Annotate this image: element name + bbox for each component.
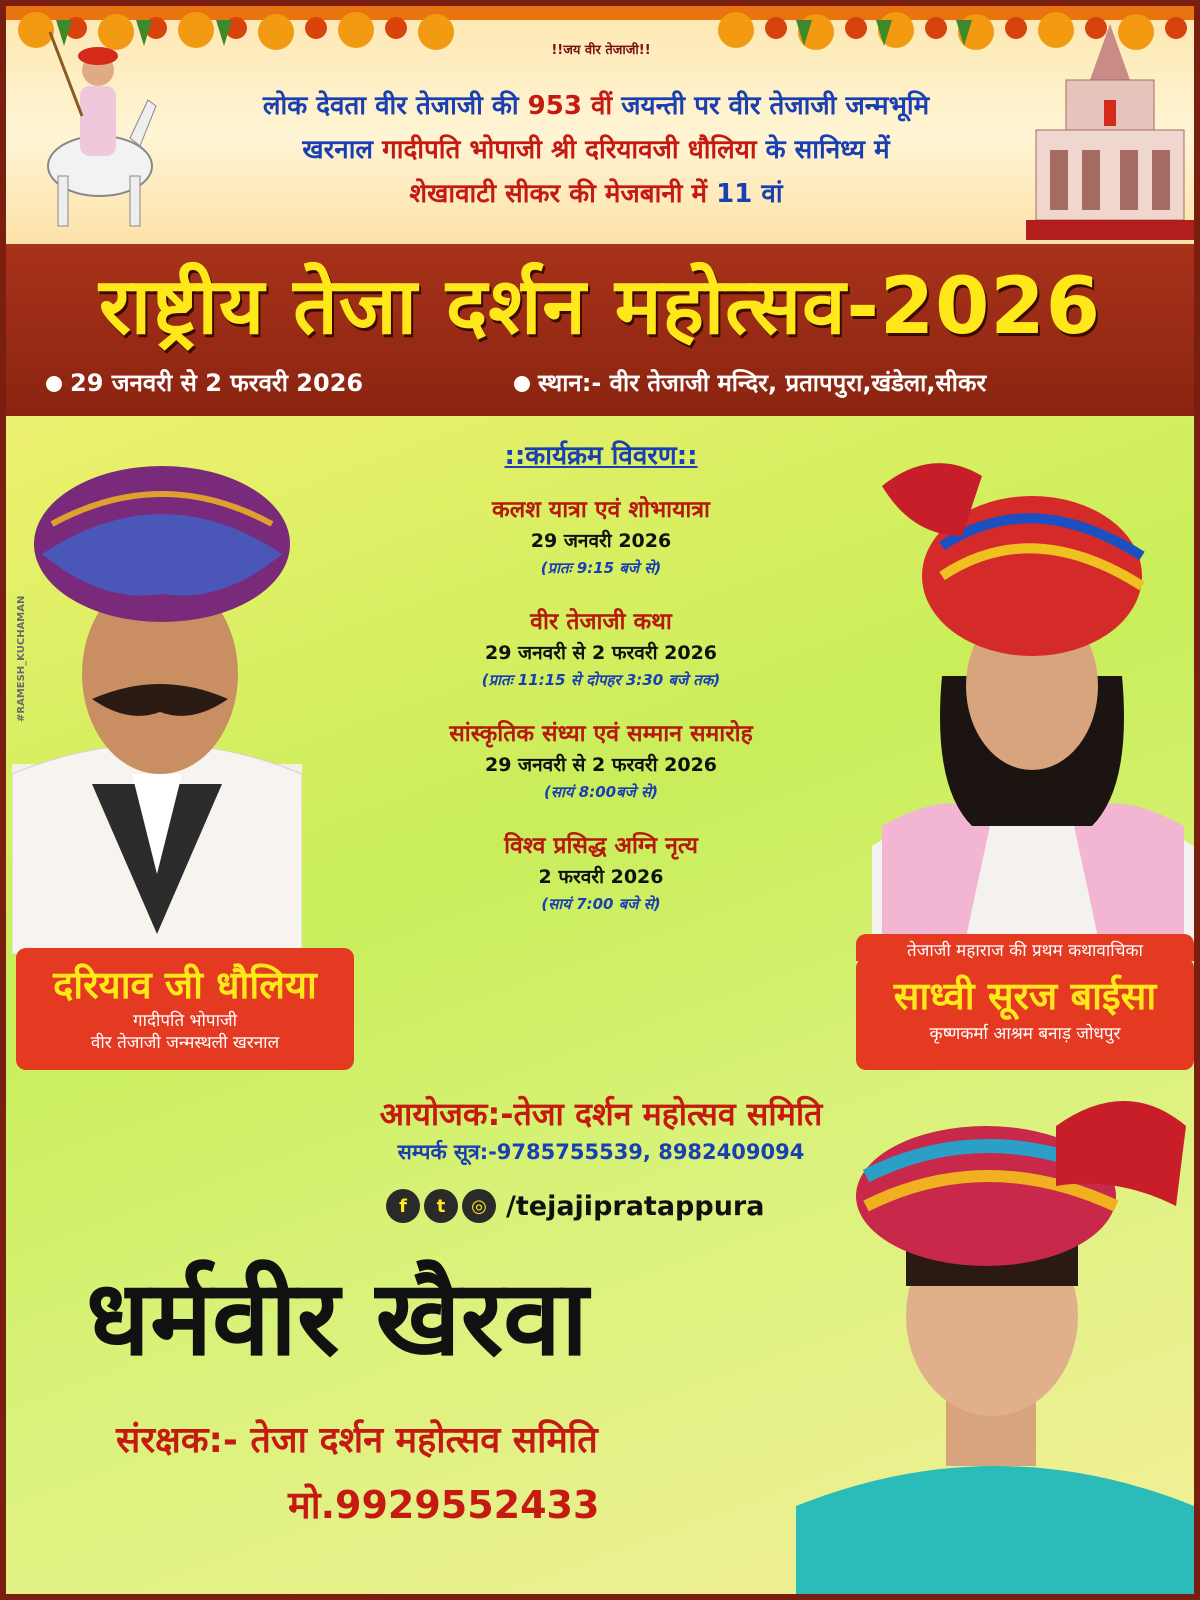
program-event <box>386 494 816 580</box>
festival-title: राष्ट्रीय तेजा दर्शन महोत्सव-2026 <box>99 262 1101 352</box>
event-time: (प्रातः 9:15 बजे से) <box>540 559 662 577</box>
event-time: (प्रातः 11:15 से दोपहर 3:30 बजे तक) <box>481 671 721 689</box>
intro-anniversary: 953 वीं <box>527 91 613 121</box>
portrait-sadhvi-suraj-baisa <box>872 446 1194 956</box>
program-event <box>386 830 816 916</box>
event-name: विश्व प्रसिद्ध अग्नि नृत्य <box>504 833 698 859</box>
person-title: तेजाजी महाराज की प्रथम कथावाचिका <box>856 934 1194 961</box>
horse-rider-illustration <box>20 26 160 236</box>
temple-illustration <box>1026 20 1194 240</box>
patron-name: धर्मवीर खैरवा <box>86 1257 589 1379</box>
intro-text <box>156 84 1036 216</box>
intro-text-segment: के सानिध्य में <box>756 135 890 165</box>
portrait-dharmveer-khairwa <box>796 1086 1194 1600</box>
event-name: वीर तेजाजी कथा <box>530 609 672 635</box>
social-handle[interactable]: /tejajipratappura <box>506 1190 765 1222</box>
jai-veer-tejaji-tag: !!जय वीर तेजाजी!! <box>551 43 651 58</box>
title-band <box>6 244 1194 416</box>
festival-venue <box>514 366 986 399</box>
intro-line-1 <box>156 84 1036 128</box>
social-handle-row <box>386 1186 764 1226</box>
event-time: (सायं 8:00बजे से) <box>543 783 659 801</box>
intro-text-segment: खरनाल <box>302 135 383 165</box>
name-plate-dariyav-ji <box>16 948 354 1070</box>
program-event <box>386 718 816 804</box>
intro-line-2 <box>156 128 1036 172</box>
event-date: 29 जनवरी से 2 फरवरी 2026 <box>484 754 718 776</box>
person-place: वीर तेजाजी जन्मस्थली खरनाल <box>90 1033 280 1053</box>
portrait-dariyav-ji <box>12 454 302 954</box>
program-heading: ::कार्यक्रम विवरण:: <box>504 441 698 471</box>
header-area <box>6 6 1194 244</box>
person-title: गादीपति भोपाजी <box>133 1011 237 1031</box>
photographer-watermark: #RAMESH_KUCHAMAN <box>16 595 27 722</box>
program-schedule <box>386 436 816 942</box>
event-name: सांस्कृतिक संध्या एवं सम्मान समारोह <box>449 721 753 747</box>
person-name: साध्वी सूरज बाईसा <box>893 974 1157 1018</box>
intro-line-3 <box>156 172 1036 216</box>
bullet-icon <box>46 376 62 392</box>
intro-edition: 11 वां <box>716 179 783 209</box>
name-plate-suraj-baisa <box>856 941 1194 1070</box>
intro-text-segment: जयन्ती पर वीर तेजाजी जन्मभूमि <box>612 91 930 121</box>
facebook-icon[interactable]: f <box>386 1189 420 1223</box>
intro-gadipati: गादीपति भोपाजी श्री दरियावजी धौलिया <box>382 135 757 165</box>
festival-venue-text: स्थान:- वीर तेजाजी मन्दिर, प्रतापपुरा,खंडेला,सीकर <box>538 369 987 397</box>
twitter-icon[interactable]: t <box>424 1189 458 1223</box>
intro-host: शेखावाटी सीकर की मेजबानी में <box>409 179 717 209</box>
event-time: (सायं 7:00 बजे से) <box>541 895 661 913</box>
person-name: दरियाव जी धौलिया <box>53 963 317 1007</box>
bullet-icon <box>514 376 530 392</box>
instagram-icon[interactable]: ◎ <box>462 1189 496 1223</box>
event-name: कलश यात्रा एवं शोभायात्रा <box>491 497 711 523</box>
program-event <box>386 606 816 692</box>
organizer-label: आयोजक:-तेजा दर्शन महोत्सव समिति <box>379 1095 823 1133</box>
festival-dates <box>46 366 363 399</box>
patron-mobile[interactable]: मो.9929552433 <box>288 1483 600 1527</box>
event-date: 29 जनवरी 2026 <box>530 530 672 552</box>
intro-text-segment: लोक देवता वीर तेजाजी की <box>262 91 528 121</box>
event-date: 29 जनवरी से 2 फरवरी 2026 <box>484 642 718 664</box>
contact-numbers: सम्पर्क सूत्र:-9785755539, 8982409094 <box>397 1140 805 1164</box>
event-date: 2 फरवरी 2026 <box>538 866 664 888</box>
festival-dates-text: 29 जनवरी से 2 फरवरी 2026 <box>70 369 364 397</box>
patron-role: संरक्षक:- तेजा दर्शन महोत्सव समिति <box>116 1420 598 1461</box>
person-place: कृष्णकर्मा आश्रम बनाड़ जोधपुर <box>929 1024 1121 1044</box>
